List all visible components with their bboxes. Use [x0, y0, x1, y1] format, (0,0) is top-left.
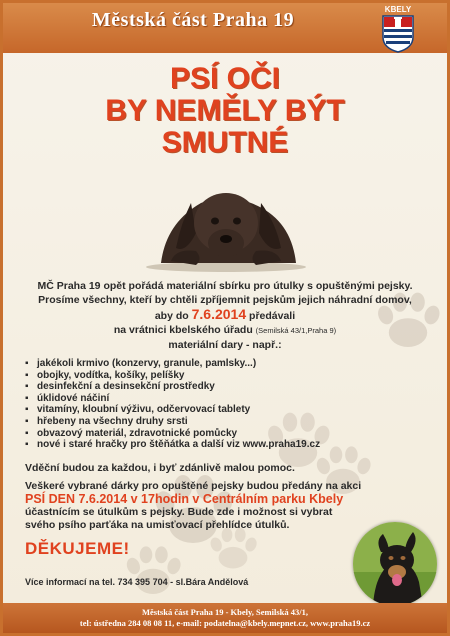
crest-label: KBELY: [384, 5, 412, 14]
headline: [3, 63, 447, 159]
event-name: PSÍ DEN 7.6.2014 v 17hodin v Centrálním parku Kbely: [25, 492, 344, 506]
intro-line-1: MČ Praha 19 opět pořádá materiální sbírku pro útulky s opuštěnými pejsky.: [37, 280, 413, 292]
intro-line-4: [13, 323, 437, 338]
list-item: ▪ vitamíny, kloubní výživu, odčervovací tablety: [25, 404, 345, 416]
list-item: ▪ nové i staré hračky pro štěňátka a další viz www.praha19.cz: [25, 439, 345, 451]
headline-line-3: SMUTNÉ: [161, 126, 289, 159]
donation-items-list: [25, 358, 345, 451]
dog-photo: [141, 163, 311, 273]
footer-line-1: Městská část Praha 19 - Kbely, Semilská 43/1,: [142, 607, 308, 617]
deadline-date: 7.6.2014: [191, 306, 247, 322]
note-line-3: účastnícím se útulkům s pejsky. Bude zde i možnost si vybrat: [25, 506, 333, 518]
headline-line-2: BY NEMĚLY BÝT: [105, 94, 345, 127]
thank-you-heading: DĚKUJEME!: [25, 539, 130, 558]
header-band: [3, 3, 447, 53]
address-note: (Semilská 43/1,Praha 9): [255, 326, 337, 335]
list-item: ▪ obvazový materiál, zdravotnické pomůcky: [25, 428, 345, 440]
intro-line-5: materiální dary - např.:: [168, 339, 282, 351]
intro-line-2: Prosíme všechny, kteří by chtěli zpříjemnit pejskům jejich náhradní domov,: [38, 294, 412, 306]
note-line-1: Veškeré vybrané dárky pro opuštěné pejsky budou předány na akci: [25, 480, 362, 492]
intro-text: [13, 279, 437, 352]
intro-line-3-b: předávali: [249, 310, 296, 322]
intro-line-3: [13, 307, 437, 323]
list-item: ▪ jakékoli krmivo (konzervy, granule, pamlsky...): [25, 358, 345, 370]
footer-band: [3, 603, 447, 633]
headline-line-1: PSÍ OČI: [169, 62, 281, 95]
list-item: ▪ hřebeny na všechny druhy srsti: [25, 416, 345, 428]
list-item: ▪ úklidové náčiní: [25, 393, 345, 405]
footer-line-2: tel: ústředna 284 08 08 11, e-mail: podatelna@kbely.mepnet.cz, www.praha19.cz: [79, 618, 371, 628]
list-item: ▪ obojky, vodítka, košíky, pelíšky: [25, 370, 345, 382]
note-line-4: svého psího parťáka na umisťovací přehlídce útulků.: [25, 519, 290, 531]
list-item: ▪ desinfekční a desinsekční prostředky: [25, 381, 345, 393]
dog-photo-circle: [353, 522, 437, 606]
event-note: [25, 480, 405, 532]
intro-line-3-a: aby do: [154, 310, 189, 322]
crest-icon: [378, 5, 418, 55]
contact-info: Více informací na tel. 734 395 704 - sl.Bára Andělová: [25, 577, 249, 587]
thanks-line: Vděční budou za každou, i byť zdánlivě malou pomoc.: [25, 462, 295, 474]
intro-line-4-text: na vrátnici kbelského úřadu: [113, 324, 253, 336]
district-title: Městská část Praha 19: [91, 9, 295, 31]
